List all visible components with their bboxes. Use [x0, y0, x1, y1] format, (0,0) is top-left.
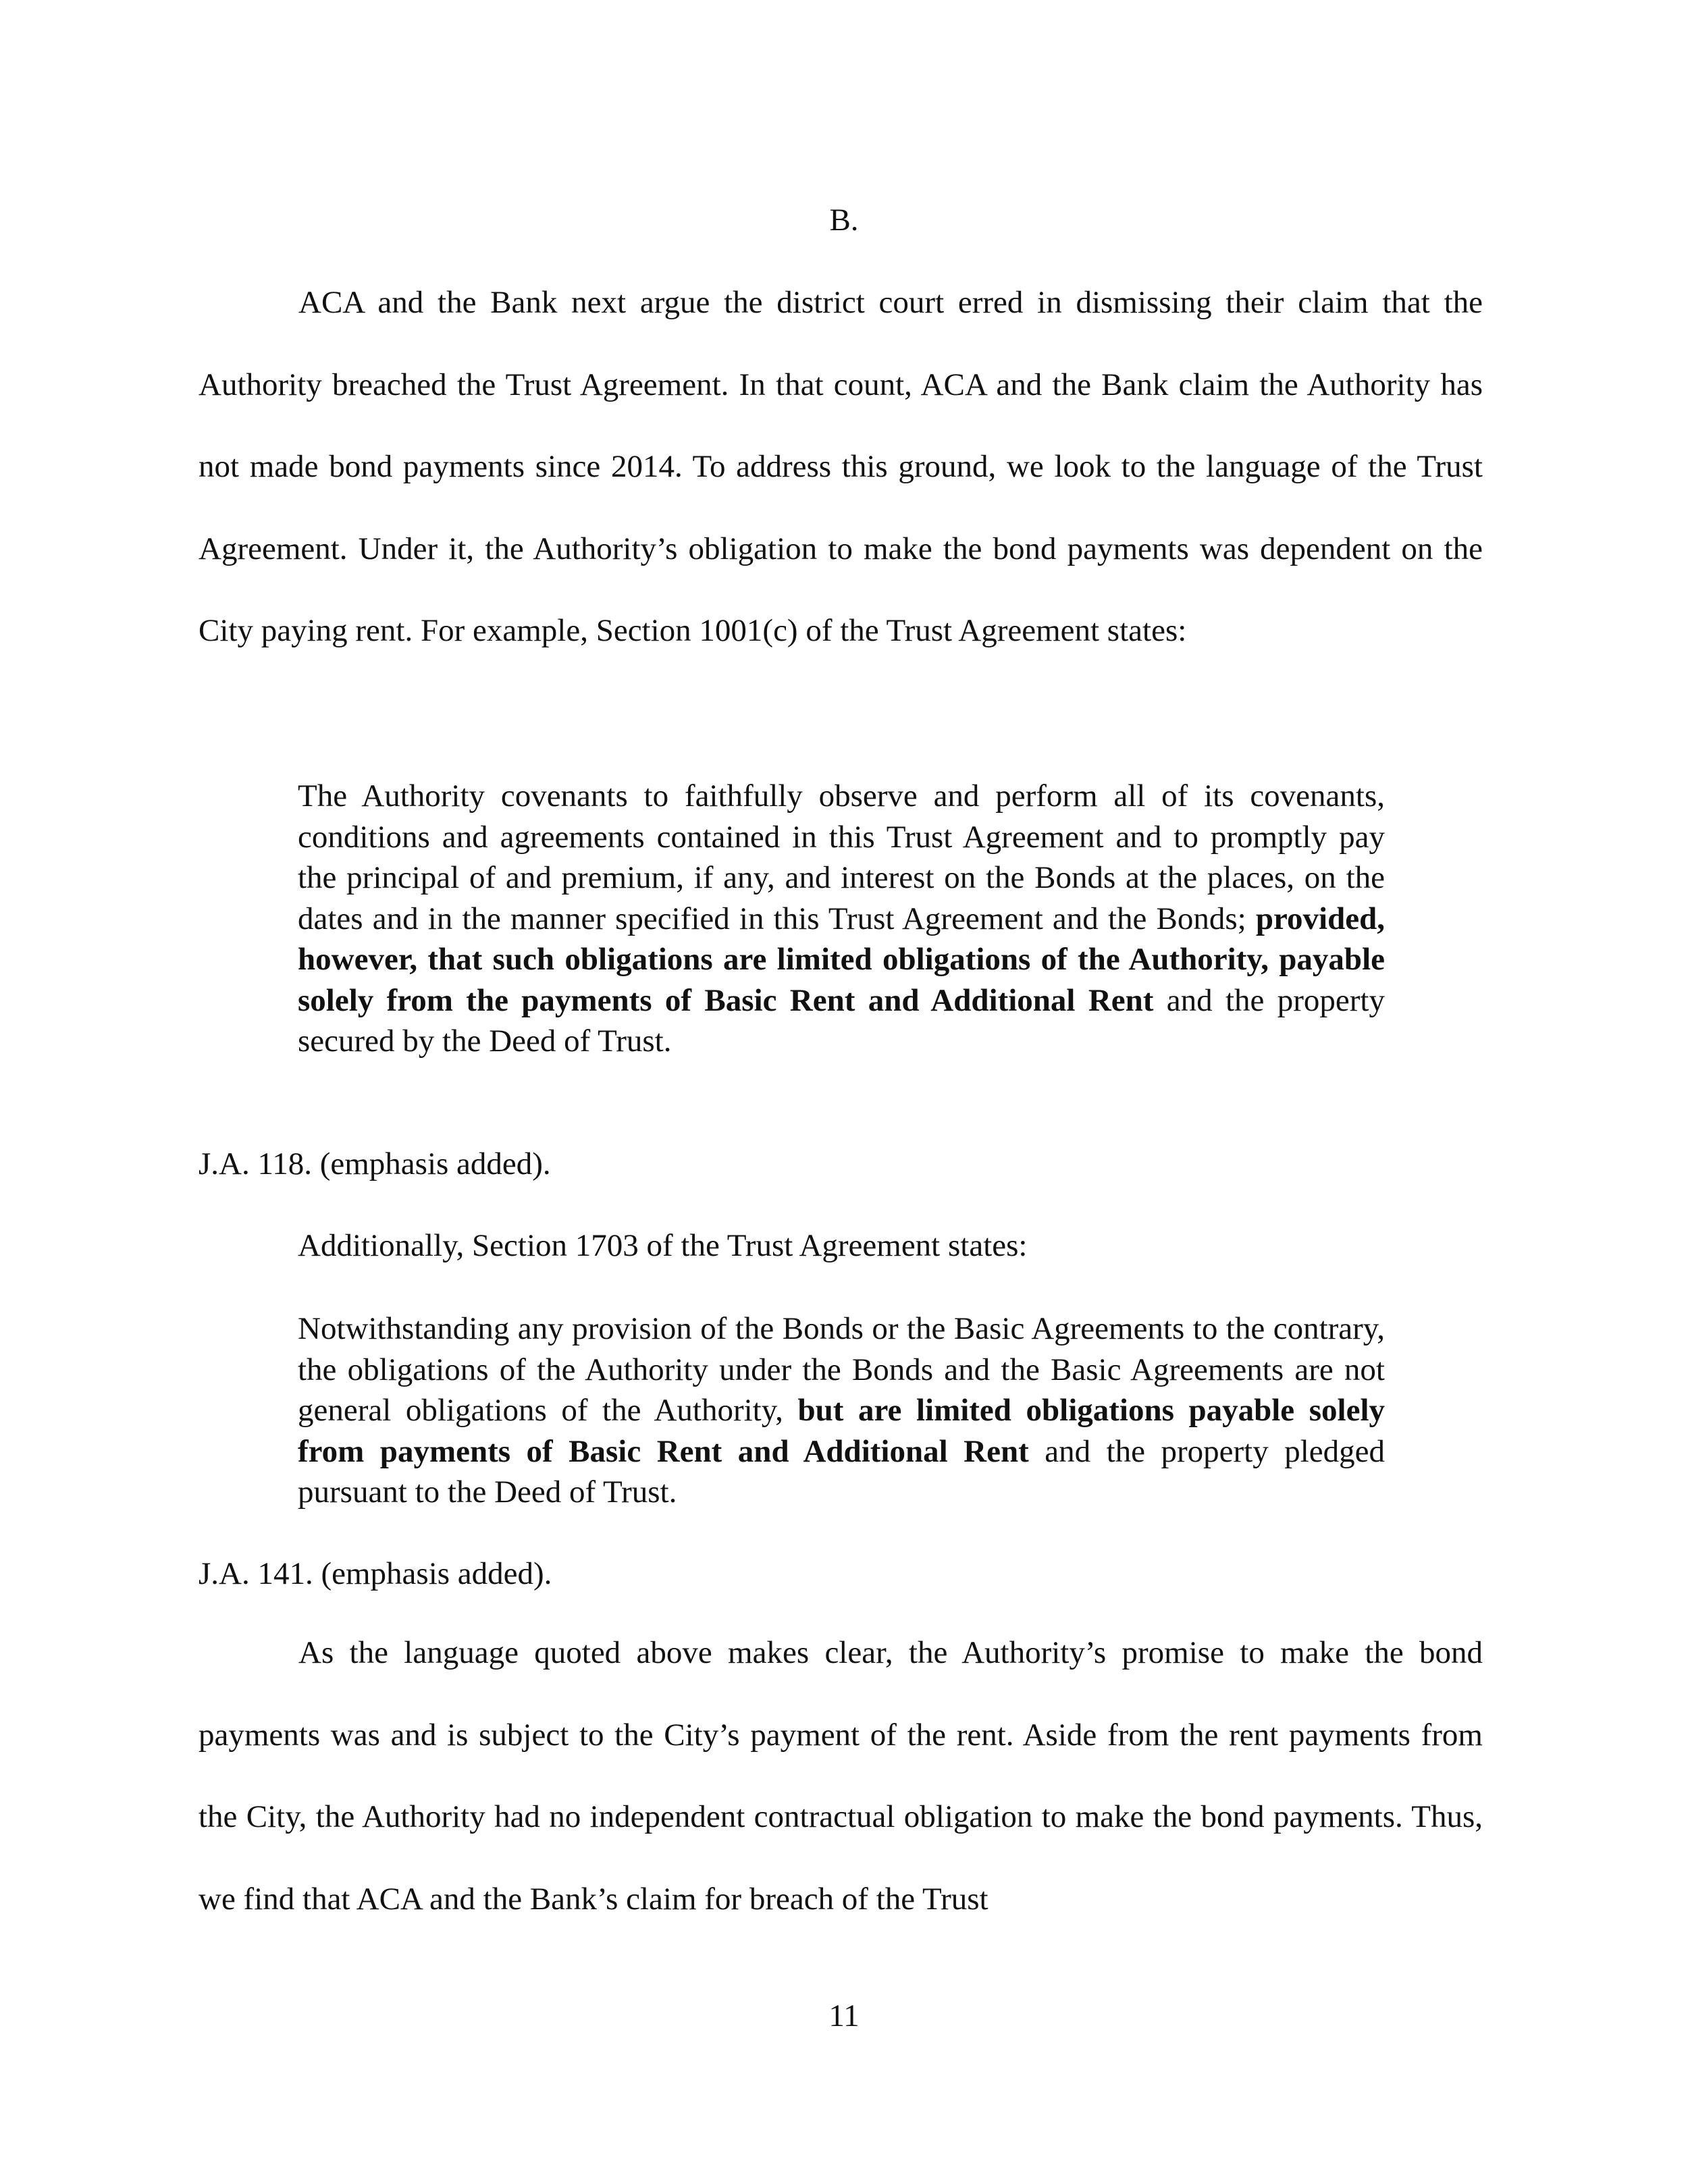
citation-ja-118: J.A. 118. (emphasis added).	[199, 1146, 551, 1181]
paragraph-conclusion: As the language quoted above makes clear, the Authority’s promise to make the bond payments was and is subject to the City’s payment of the rent. Aside from the rent payments from the City, the Authority had no independent contractual obligation to make the bond payments. Thus, we find that ACA and the Bank’s claim for breach of the Trust	[199, 1635, 1483, 1917]
quote-2-emphasis: but are limited obligations payable solely from payments of Basic Rent and Additional Rent	[298, 1393, 1386, 1469]
paragraph-breach-claim: ACA and the Bank next argue the district court erred in dismissing their claim that the Authority breached the Trust Agreement. In that count, ACA and the Bank claim the Authority has not made bond payments since 2014. To address this ground, we look to the language of the Trust Agreement. Under it, the Authority’s obligation to make the bond payments was dependent on the City paying rent. For example, Section 1001(c) of the Trust Agreement states:	[199, 285, 1483, 648]
block-quote-section-1703	[298, 1308, 1385, 1513]
section-heading: B.	[829, 203, 859, 238]
citation-ja-141: J.A. 141. (emphasis added).	[199, 1556, 552, 1591]
intro-section-1703: Additionally, Section 1703 of the Trust Agreement states:	[298, 1228, 1028, 1263]
page-number: 11	[828, 1998, 860, 2033]
quote-1-text-end: and the property secured by the Deed of Trust.	[298, 982, 1385, 1059]
quote-2-text-end: and the property pledged pursuant to the Deed of Trust.	[298, 1433, 1385, 1510]
quote-1-text: The Authority covenants to faithfully observe and perform all of its covenants, conditions and agreements contained in this Trust Agreement and to promptly pay the principal of and premium, if any, and interest on the Bonds at the places, on the dates and in the manner specified in this Trust Agreement and the Bonds;	[298, 778, 1385, 936]
quote-2-text: Notwithstanding any provision of the Bonds or the Basic Agreements to the contrary, the obligations of the Authority under the Bonds and the Basic Agreements are not general obligations of the Authority,	[298, 1311, 1385, 1428]
block-quote-section-1001c	[298, 776, 1385, 1062]
quote-1-emphasis: provided, however, that such obligations are limited obligations of the Authority, payable solely from the payments of Basic Rent and Additional Rent	[298, 901, 1385, 1018]
